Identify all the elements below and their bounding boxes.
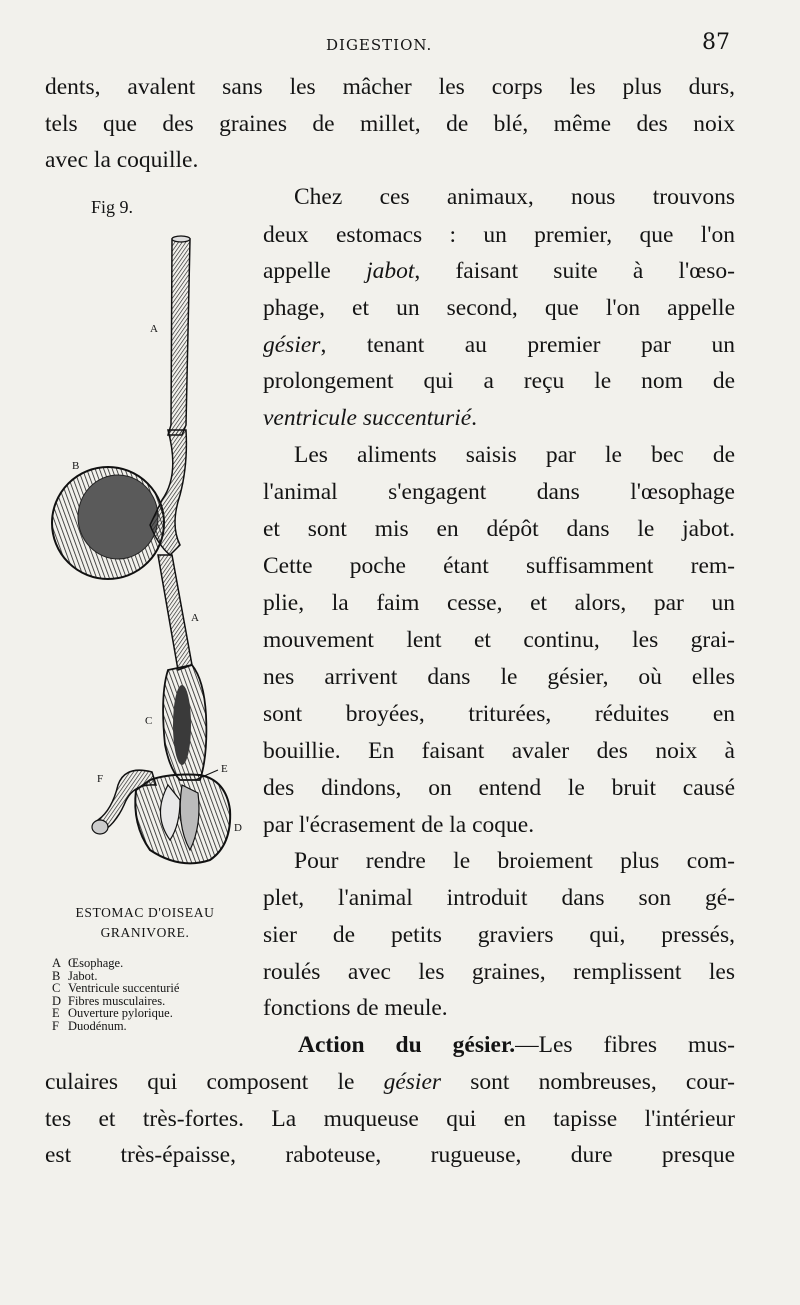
text-line: est très-épaisse, raboteuse, rugueuse, dure presque	[45, 1142, 735, 1168]
text-line: sier de petits graviers qui, pressés,	[263, 922, 735, 948]
text-line: appelle jabot, faisant suite à l'œso-	[263, 258, 735, 284]
text-line: et sont mis en dépôt dans le jabot.	[263, 516, 735, 542]
text-line: culaires qui composent le gésier sont nombreuses, cour-	[45, 1069, 736, 1095]
text-line: bouillie. En faisant avaler des noix à	[263, 738, 735, 764]
marker-e: E	[221, 763, 228, 775]
text-line: tes et très-fortes. La muqueuse qui en tapisse l'intérieur	[45, 1106, 735, 1132]
text-line: sont broyées, triturées, réduites en	[263, 701, 735, 727]
legend-item: E Ouverture pylorique.	[52, 1006, 173, 1020]
text-line: nes arrivent dans le gésier, où elles	[263, 664, 735, 690]
text-line: par l'écrasement de la coque.	[263, 812, 535, 838]
text-line: Pour rendre le broiement plus com-	[294, 848, 735, 874]
text-line: phage, et un second, que l'on appelle	[263, 295, 735, 321]
legend-item: C Ventricule succenturié	[52, 981, 180, 995]
text-line: Les aliments saisis par le bec de	[294, 442, 735, 468]
text-line: ventricule succenturié.	[263, 405, 478, 431]
text-line: tels que des graines de millet, de blé, même des noix	[45, 111, 735, 137]
legend-item: D Fibres musculaires.	[52, 993, 166, 1008]
figure-caption: GRANIVORE.	[100, 925, 190, 940]
section-heading: Action du gésier.	[298, 1032, 516, 1058]
page-number: 87	[702, 30, 730, 55]
text-line: gésier, tenant au premier par un	[263, 332, 735, 358]
text-line: plet, l'animal introduit dans son gé-	[263, 885, 735, 911]
text-line: mouvement lent et continu, les grai-	[263, 627, 735, 653]
figure-legend	[52, 957, 179, 1032]
text-line: deux estomacs : un premier, que l'on	[263, 222, 735, 248]
marker-d: D	[234, 822, 242, 834]
legend-item: A Œsophage.	[52, 956, 124, 970]
text-line: roulés avec les graines, remplissent les	[263, 959, 735, 985]
marker-a: A	[191, 612, 199, 624]
figure-caption: ESTOMAC D'OISEAU	[75, 905, 215, 920]
figure-label: Fig 9.	[91, 197, 134, 217]
running-head: DIGESTION.	[326, 36, 433, 54]
text-line: fonctions de meule.	[263, 995, 448, 1021]
text-line: l'animal s'engagent dans l'œsophage	[263, 479, 735, 505]
text-line: avec la coquille.	[45, 147, 199, 173]
oesophagus-shape	[168, 239, 190, 435]
text-line: Action du gésier.—Les fibres mus-	[298, 1032, 735, 1058]
text-line: dents, avalent sans les mâcher les corps les plus durs,	[45, 74, 735, 100]
marker-f: F	[97, 773, 104, 785]
bird-stomach-illustration	[40, 225, 255, 875]
text-line: Chez ces animaux, nous trouvons	[294, 184, 735, 210]
text-line: prolongement qui a reçu le nom de	[263, 368, 735, 394]
page-header	[0, 30, 800, 60]
marker-b: B	[72, 460, 80, 472]
text-line: des dindons, on entend le bruit causé	[263, 775, 735, 801]
marker-c: C	[145, 715, 153, 727]
text-line: Cette poche étant suffisamment rem-	[263, 553, 735, 579]
marker-a: A	[150, 323, 158, 335]
text-line: plie, la faim cesse, et alors, par un	[263, 590, 735, 616]
legend-item: F Duodénum.	[52, 1018, 127, 1033]
legend-item: B Jabot.	[52, 968, 98, 983]
